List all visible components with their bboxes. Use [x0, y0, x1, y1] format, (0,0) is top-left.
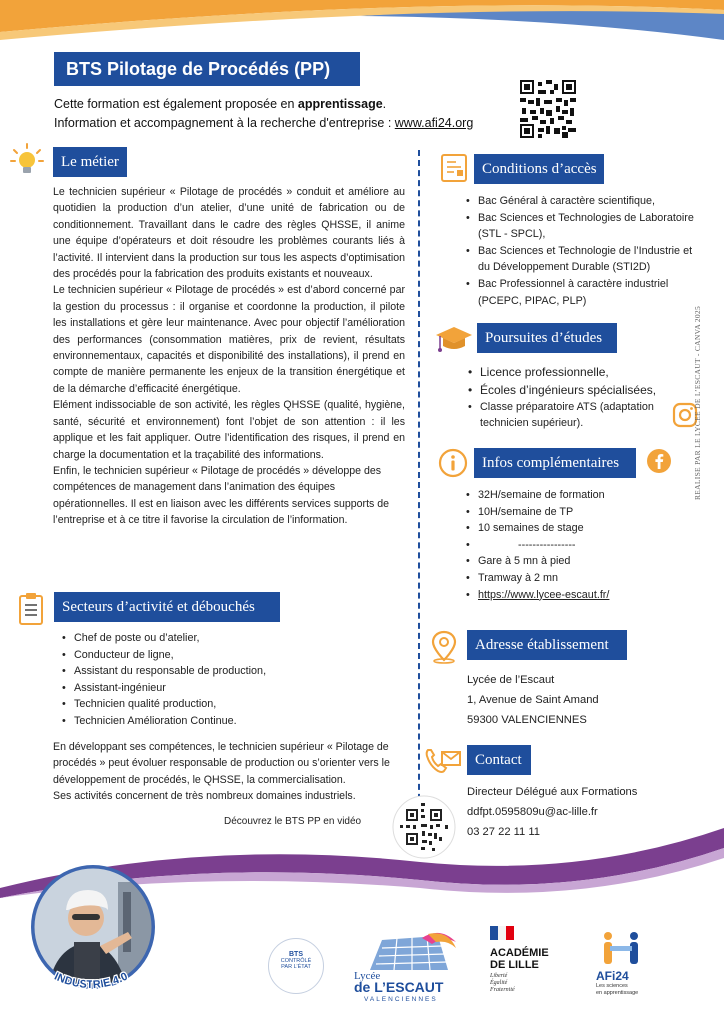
header-wave — [0, 0, 724, 40]
heading-infos-complementaires: Infos complémentaires — [474, 448, 636, 478]
list-item: • Assistant du responsable de production, — [60, 663, 400, 680]
page-title: BTS Pilotage de Procédés (PP) — [54, 52, 360, 86]
clipboard-icon — [18, 592, 44, 626]
lycee-building-graphic — [352, 930, 462, 974]
list-item: • Conducteur de ligne, — [60, 647, 400, 664]
metier-paragraph: Elément indissociable de son activité, les règles QHSSE (qualité, hygiène, santé, sécurité et environnement) font l’objet de son attention : il les applique et les fait appliquer. Outre l’identification des risques, il prend en charge la documentation et la traçabilité des informations. — [53, 399, 405, 461]
qr-code-afi24[interactable] — [520, 80, 576, 138]
infos-list — [464, 487, 704, 603]
bts-controle-logo: BTS CONTRÔLÉ PAR L’ÉTAT — [268, 938, 324, 994]
afi24-link[interactable]: www.afi24.org — [394, 116, 474, 130]
apprentissage-highlight: apprentissage — [297, 97, 383, 111]
metier-text — [53, 184, 405, 529]
list-item: • Bac Professionnel à caractère industriel (PCEPC, PIPAC, PLP) — [464, 276, 704, 309]
list-item: • Tramway à 2 mn — [464, 570, 704, 587]
info-icon — [438, 448, 468, 478]
list-item: • Classe préparatoire ATS (adaptation technicien supérieur). — [466, 399, 676, 431]
intro-text: Cette formation est également proposée en apprentissage. Information et accompagnement à la recherche d'entreprise : www.afi24.org — [54, 97, 474, 130]
conditions-list — [464, 193, 704, 309]
heading-secteurs: Secteurs d’activité et débouchés — [54, 592, 280, 622]
heading-poursuites-etudes: Poursuites d’études — [477, 323, 617, 353]
metier-paragraph: Le technicien supérieur « Pilotage de procédés » conduit et améliore au quotidien la production d’un atelier, d’une unité de fabrication ou de conditionnement. Travaillant dans le cadre des règles QHSSE, il anime une équipe d’opérateurs et doit résoudre les problèmes courants liés à l’activité. Il intervient dans la production sur tous les aspects d’optimisation des procédés pour la fabrication des produits existants et nouveaux. — [53, 186, 405, 281]
metier-paragraph: Enfin, le technicien supérieur « Pilotage de procédés » développe des compétences de management dans l’animation des équipes opérationnelles. Il est en liaison avec les différents services supports de l’entreprise et à ce titre il favorise la circulation de l’information. — [53, 464, 390, 527]
list-item: • Assistant-ingénieur — [60, 680, 400, 697]
document-icon — [440, 153, 468, 183]
phone-mail-icon — [424, 746, 462, 776]
list-item: • Licence professionnelle, — [466, 363, 706, 381]
svg-text:INDUSTRIE 4.0: INDUSTRIE 4.0 — [52, 970, 130, 992]
industrie-badge — [36, 964, 146, 1004]
adresse-block — [467, 670, 687, 730]
list-item: • Gare à 5 mn à pied — [464, 553, 704, 570]
secteurs-closing: En développant ses compétences, le technicien supérieur « Pilotage de procédés » peut évoluer responsable de production ou s’orienter vers le développement de procédés, le QHSSE, la commercialisation. Ses activités concernent de très nombreux domaines industriels. — [53, 741, 390, 803]
poursuites-list — [466, 363, 706, 431]
list-item: • Bac Sciences et Technologie de l’Industrie et du Développement Durable (STI2D) — [464, 243, 704, 276]
afi24-figures-graphic — [596, 930, 646, 966]
academie-lille-logo: ACADÉMIE DE LILLE Liberté Égalité Fraternité — [490, 926, 570, 994]
adresse-line: 59300 VALENCIENNES — [467, 714, 587, 726]
heading-contact: Contact — [467, 745, 531, 775]
video-caption: Découvrez le BTS PP en vidéo — [224, 816, 362, 827]
heading-adresse: Adresse établissement — [467, 630, 627, 660]
adresse-line: Lycée de l’Escaut — [467, 674, 555, 686]
column-divider — [418, 150, 420, 820]
afi24-logo: AFi24 Les sciences en apprentissage — [596, 930, 656, 996]
side-credit: REALISE PAR LE LYCEE DE L’ESCAUT - CANVA 2025 — [693, 305, 702, 500]
list-item: • Technicien qualité production, — [60, 696, 400, 713]
list-item: • 10H/semaine de TP — [464, 504, 704, 521]
list-item: • Bac Sciences et Technologies de Laboratoire (STL - SPCL), — [464, 210, 704, 243]
location-pin-icon — [428, 630, 460, 664]
lycee-escaut-logo: Lycée de L’ESCAUT VALENCIENNES — [352, 930, 462, 1006]
lightbulb-icon — [10, 142, 44, 178]
contact-email[interactable]: ddfpt.0595809u@ac-lille.fr — [467, 806, 598, 818]
list-item: • 32H/semaine de formation — [464, 487, 704, 504]
adresse-line: 1, Avenue de Saint Amand — [467, 694, 599, 706]
list-item: • Chef de poste ou d’atelier, — [60, 630, 400, 647]
contact-role: Directeur Délégué aux Formations — [467, 786, 638, 798]
heading-conditions-acces: Conditions d’accès — [474, 154, 604, 184]
marianne-flag-icon — [490, 926, 514, 940]
list-item: • 10 semaines de stage — [464, 520, 704, 537]
heading-le-metier: Le métier — [53, 147, 127, 177]
graduation-cap-icon — [434, 323, 474, 357]
list-item: • Bac Général à caractère scientifique, — [464, 193, 704, 210]
lycee-website-link[interactable]: • https://www.lycee-escaut.fr/ — [464, 587, 704, 604]
metier-paragraph: Le technicien supérieur « Pilotage de procédés » est d’abord concerné par la gestion du processus : il organise et coordonne la production, il pilote les installations et gère leur maintenance. Avec pour objectif l’amélioration des performances (consommation matières, prix de revient, résultats environnementaux, capacités et disponibilité des installations), il prend en compte de manière permanente les enjeux de la transition énergétique et de la démarche d’efficacité énergétique. — [53, 284, 405, 395]
list-item: • Technicien Amélioration Continue. — [60, 713, 400, 730]
list-item: • Écoles d’ingénieurs spécialisées, — [466, 381, 706, 399]
list-item: • ---------------- — [464, 537, 704, 554]
secteurs-list — [60, 630, 400, 730]
facebook-icon[interactable] — [646, 448, 672, 474]
contact-phone[interactable]: 03 27 22 11 11 — [467, 826, 540, 838]
